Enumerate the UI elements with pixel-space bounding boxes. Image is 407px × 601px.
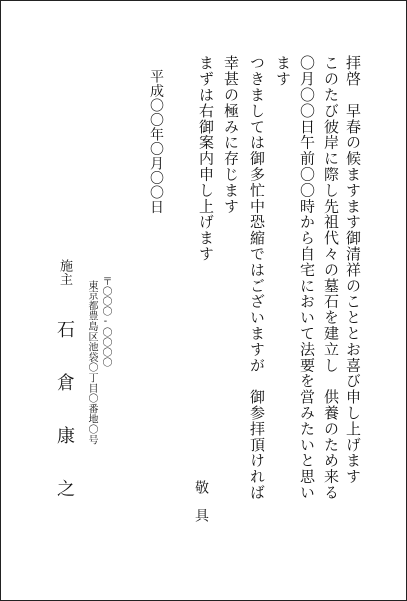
letter-line-3: 〇月〇〇日午前〇〇時から自宅において法要を営みたいと思い: [298, 55, 316, 501]
sender-name: 石倉康之: [54, 320, 75, 532]
postal-mark-icon: 〒: [100, 276, 111, 286]
letter-line-5: つきましては御多忙中恐縮ではございますが 御参拝頂ければ: [248, 55, 266, 501]
postal-code-block: [100, 276, 110, 367]
sender-label: 施主: [57, 259, 72, 286]
letter-line-2: このたび彼岸に際し先祖代々の墓石を建立し 供養のため来る: [322, 55, 340, 501]
letter-line-7: まずは右御案内申し上げます: [197, 55, 215, 262]
sender-address: 東京都豊島区池袋〇丁目〇番地〇号: [86, 280, 97, 445]
letter-line-1: 拝啓 早春の候ますます御清祥のこととお喜び申し上げます: [344, 55, 362, 485]
letter-line-4: ます: [274, 55, 292, 87]
letter-date: 平成〇〇年〇月〇〇日: [148, 69, 164, 214]
letter-line-6: 幸甚の極みに存じます: [222, 55, 240, 214]
postal-code: 〇〇〇-〇〇〇〇: [100, 286, 111, 367]
closing-keigu: 敬具: [193, 480, 209, 536]
